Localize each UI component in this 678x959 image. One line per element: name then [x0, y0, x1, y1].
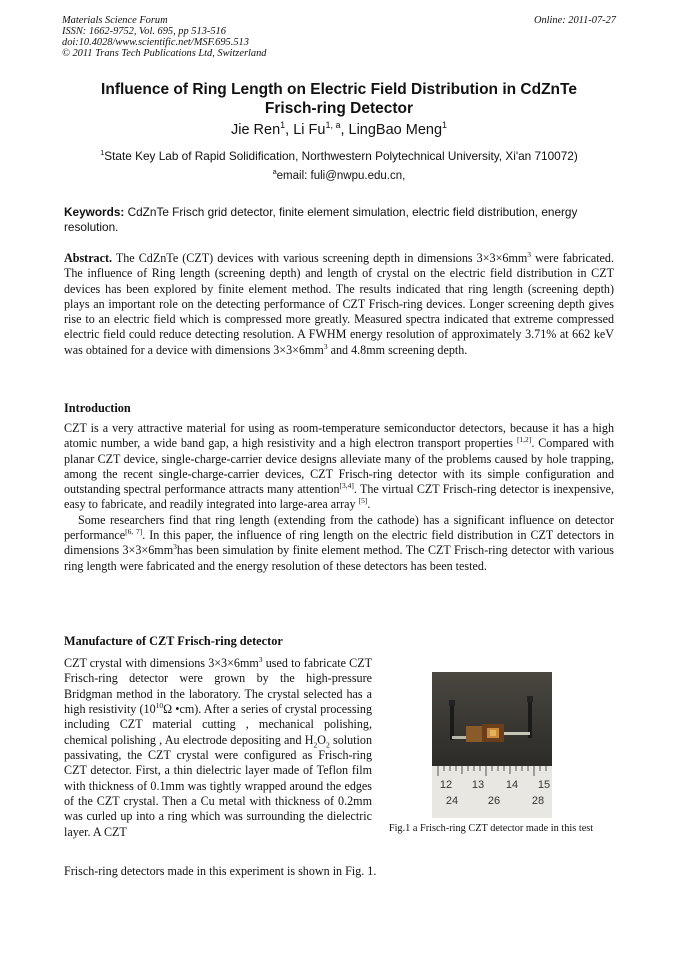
manufacture-sup: 3: [258, 654, 263, 664]
author-sup: 1, a: [325, 120, 341, 131]
ruler-label: 26: [487, 795, 501, 807]
figure-1-photo: [432, 672, 552, 818]
citation: [6, 7]: [125, 527, 143, 537]
author-name: Li Fu: [293, 122, 326, 138]
keywords: [64, 205, 614, 235]
affiliation-text: State Key Lab of Rapid Solidification, Northwestern Polytechnical University, Xi'an 710072): [104, 149, 578, 163]
email-line: [62, 170, 616, 182]
intro-paragraph: [64, 421, 614, 513]
email-text: email: fuli@nwpu.edu.cn,: [276, 170, 406, 182]
author-sup: 1: [280, 120, 286, 131]
detector-photo: [432, 672, 552, 818]
introduction-heading: Introduction: [64, 401, 131, 415]
intro-text: . The virtual CZT Frisch-ring detector is inexpensive, easy to fabricate, and readily integrated into large-area array: [64, 482, 614, 512]
manufacture-body: [64, 656, 372, 840]
journal-header: [62, 15, 266, 59]
abstract-text: were fabricated. The influence of Ring length (screening depth) and length of crystal on the electric field distribution in CZT devices has been explored by finite element method. The results indicated that ring length (screening depth) plays an important role on the detecting performance of CZT Frisch-ring devices. Longer screening depth gives rise to an electric field which is compressed more greatly. Measured spectra indicated that extreme compressed electric field could reduce detecting resolution. A FWHM energy resolution of approximately 3.71% at 662 keV was obtained for a device with dimensions 3×3×6mm: [64, 251, 614, 357]
intro-sup: 3: [173, 542, 177, 552]
keywords-text: CdZnTe Frisch grid detector, finite element simulation, electric field distribution, energy resolution.: [64, 205, 578, 234]
ruler-label: 28: [531, 795, 545, 807]
title-line-1: Influence of Ring Length on Electric Field Distribution in CdZnTe: [101, 81, 577, 98]
intro-text: Some researchers find that ring length (extending from the cathode) has a significant influence on detector performance: [64, 512, 614, 543]
intro-text: has been simulation by finite element method. The CZT Frisch-ring detector with various ring length were fabricated and the energy resolution of these detectors has been tested.: [64, 543, 614, 573]
author-name: LingBao Meng: [348, 122, 443, 138]
manufacture-text: used to fabricate CZT Frisch-ring detector were grown by the high-pressure Bridgman method in the laboratory. The crystal selected has a high resistivity (10: [64, 656, 372, 717]
intro-text: .: [367, 497, 371, 512]
doi-line: doi:10.4028/www.scientific.net/MSF.695.513: [62, 37, 249, 48]
manufacture-sub: 2: [313, 740, 318, 750]
citation: [5]: [358, 496, 368, 506]
manufacture-last-line: Frisch-ring detectors made in this experiment is shown in Fig. 1.: [64, 864, 377, 878]
title-line-2: Frisch-ring Detector: [264, 100, 414, 117]
author-list: Jie Ren$^1$, Li Fu$^{1, a}$, LingBao Meng$^1$: [230, 120, 448, 138]
ruler-label: 24: [445, 795, 459, 807]
abstract-sup: 3: [527, 249, 532, 259]
manufacture-text: solution passivating, the CZT crystal were configured as Frisch-ring CZT detector. First, a thin dielectric layer made of Teflon film with thickness of 0.1mm was tightly wrapped around the edges of the CZT crystal. Then a Cu metal with thickness of 0.2mm was curled up into a ring which was surrounding the dielectric layer. A CZT: [64, 732, 372, 839]
affiliation-sup: 1: [100, 148, 105, 158]
introduction-body: [64, 421, 614, 574]
manufacture-heading: Manufacture of CZT Frisch-ring detector: [64, 634, 283, 648]
intro-text: CZT is a very attractive material for using as room-temperature semiconductor detectors, because it has a high atomic number, a wide band gap, a high resistivity and a high electron transport properties: [64, 421, 614, 451]
abstract: [64, 251, 614, 358]
affiliation: [62, 149, 616, 163]
citation: [1,2]: [516, 435, 532, 445]
abstract-label: Abstract.: [64, 251, 113, 265]
manufacture-sub: 2: [326, 740, 330, 750]
manufacture-text: Ω •cm). After a series of crystal processing including CZT material cutting , mechanical polishing, chemical polishing , Au electrode depositing and H: [64, 702, 372, 747]
cu-ring: [466, 726, 484, 742]
author-name: Jie Ren: [230, 122, 281, 138]
ruler-label: 13: [471, 779, 485, 791]
copyright-line: © 2011 Trans Tech Publications Ltd, Switzerland: [62, 48, 267, 59]
email-sup: a: [272, 168, 277, 177]
online-date: Online: 2011-07-27: [533, 15, 616, 26]
figure-caption: Fig.1 a Frisch-ring CZT detector made in this test: [388, 823, 594, 834]
manufacture-text: O: [317, 732, 326, 747]
keywords-label: Keywords:: [64, 205, 125, 219]
journal-name: Materials Science Forum: [62, 15, 168, 26]
abstract-text: The CdZnTe (CZT) devices with various screening depth in dimensions 3×3×6mm: [115, 251, 528, 265]
intro-paragraph: [64, 513, 614, 574]
abstract-text: and 4.8mm screening depth.: [330, 342, 468, 357]
paper-title: [62, 80, 616, 118]
ruler-label: 12: [439, 779, 453, 791]
author-sup: 1: [442, 120, 448, 131]
intro-text: . Compared with planar CZT device, single-charge-carrier device designs alleviate many of the problems caused by hole trapping, among the recent single-charge-carrier devices, CZT Frisch-ring detector with its simple configuration and outstanding spectral performance attracts many attention: [64, 436, 615, 497]
citation: [3,4]: [339, 481, 354, 491]
intro-text: . In this paper, the influence of ring length on the electric field distribution in CZT detectors in dimensions 3×3×6mm: [64, 528, 614, 558]
ruler-label: 15: [537, 779, 551, 791]
manufacture-sup: 10: [155, 701, 164, 710]
manufacture-text: CZT crystal with dimensions 3×3×6mm: [64, 656, 259, 670]
abstract-sup: 3: [323, 341, 328, 351]
detector-pin: [450, 702, 454, 740]
ruler-label: 14: [505, 779, 519, 791]
issn-line: ISSN: 1662-9752, Vol. 695, pp 513-516: [62, 26, 226, 37]
